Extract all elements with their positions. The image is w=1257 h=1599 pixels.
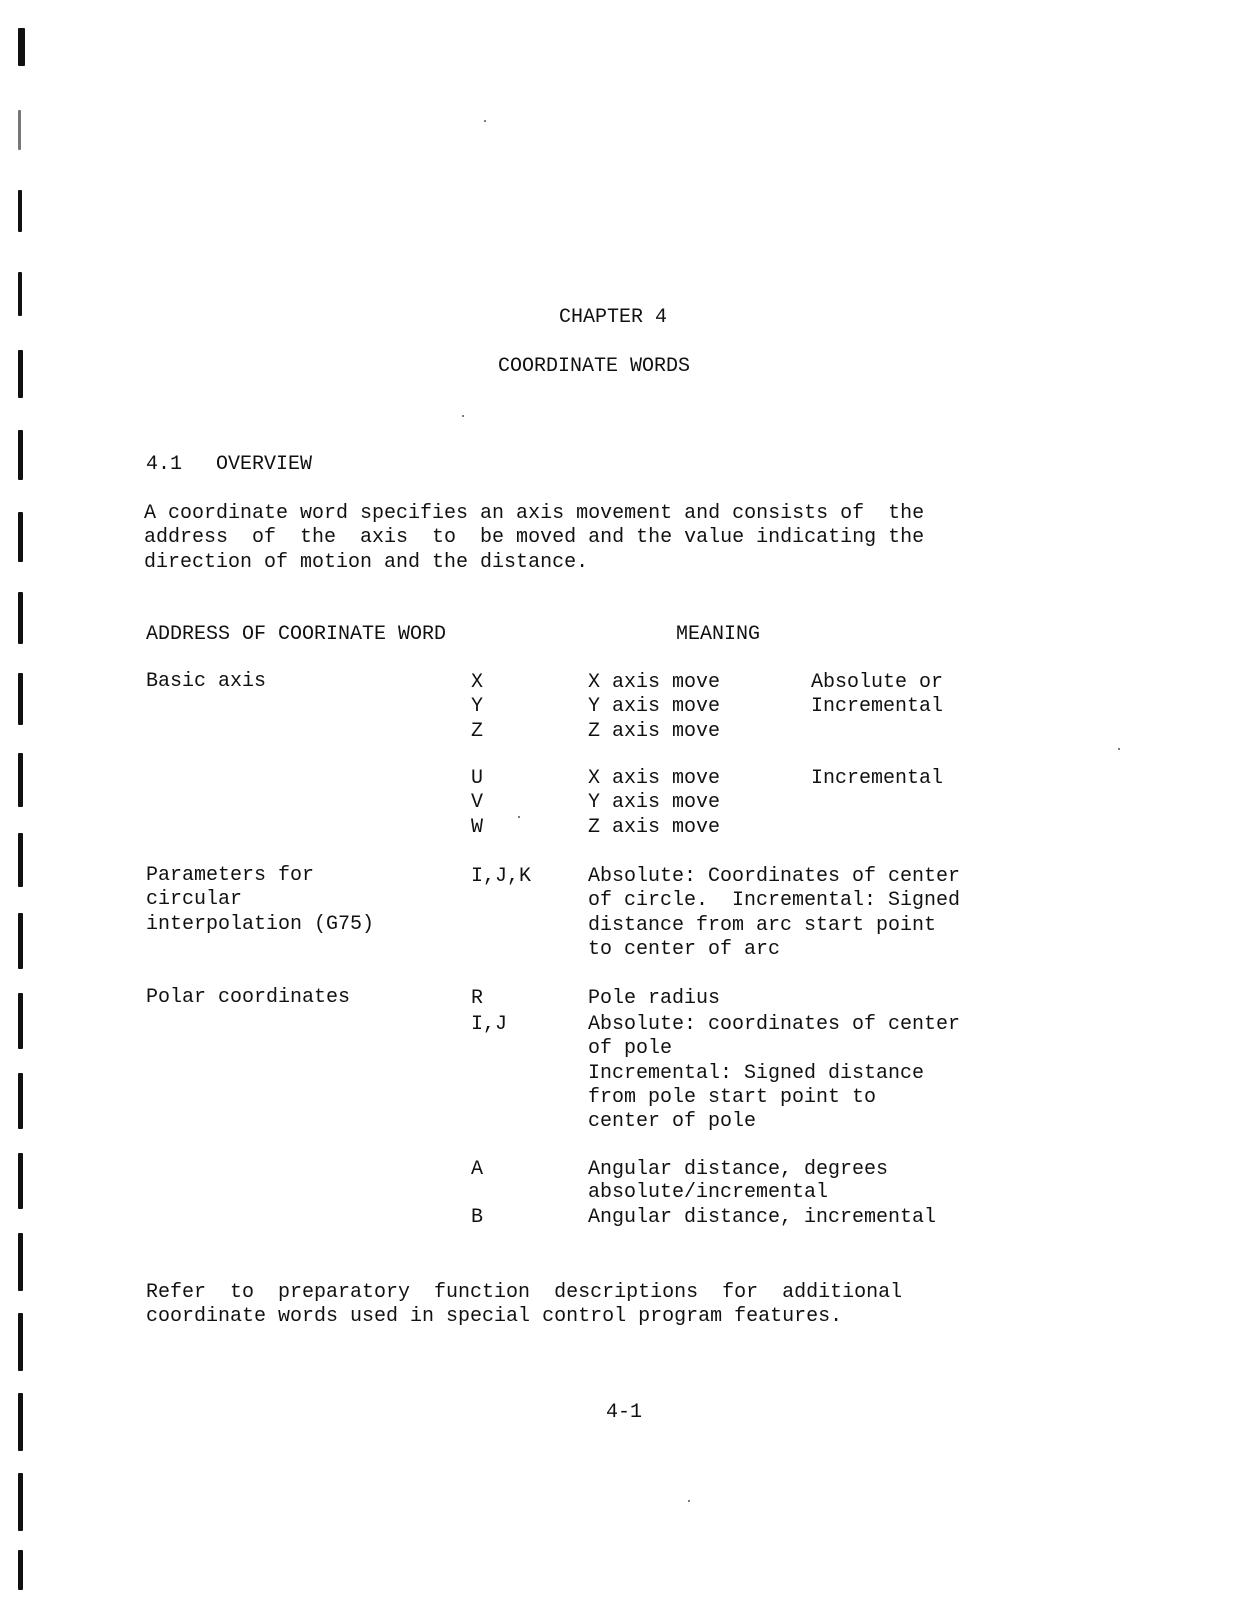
axis-move: X axis move <box>588 671 721 694</box>
polar-meaning-line: Angular distance, degrees <box>588 1158 889 1181</box>
polar-letter: B <box>471 1206 484 1229</box>
header-meaning: MEANING <box>676 623 761 646</box>
circular-meaning-line: to center of arc <box>588 938 781 961</box>
polar-meaning-line: Angular distance, incremental <box>588 1206 937 1229</box>
chapter-title: COORDINATE WORDS <box>498 355 691 378</box>
axis-move: Y axis move <box>588 791 721 814</box>
circular-label-line: circular <box>146 888 243 911</box>
circular-letter: I,J,K <box>471 865 532 888</box>
binding-mark <box>18 512 23 562</box>
binding-mark <box>18 1313 23 1371</box>
header-address: ADDRESS OF COORINATE WORD <box>146 623 447 646</box>
circular-label-line: interpolation (G75) <box>146 913 375 936</box>
polar-meaning-line: Incremental: Signed distance <box>588 1062 925 1085</box>
intro-line: direction of motion and the distance. <box>144 551 589 574</box>
axis-note: Incremental <box>811 695 944 718</box>
binding-edge <box>0 0 60 1599</box>
binding-mark <box>18 430 23 480</box>
binding-mark <box>18 913 23 969</box>
polar-meaning-line: from pole start point to <box>588 1086 877 1109</box>
polar-meaning-line: center of pole <box>588 1110 757 1133</box>
basic-axis-label: Basic axis <box>146 670 267 693</box>
axis-move: Y axis move <box>588 695 721 718</box>
scan-speck <box>1118 748 1120 750</box>
page-number: 4-1 <box>606 1401 643 1424</box>
refer-line: Refer to preparatory function descriptions for additional <box>146 1281 903 1304</box>
binding-mark <box>18 833 23 887</box>
binding-mark <box>18 592 23 644</box>
polar-meaning-line: absolute/incremental <box>588 1181 829 1204</box>
binding-mark <box>18 993 23 1049</box>
binding-mark <box>18 753 23 807</box>
binding-mark <box>18 1233 23 1291</box>
polar-meaning-line: of pole <box>588 1037 673 1060</box>
scan-speck <box>688 1500 690 1502</box>
axis-letter: Z <box>471 720 484 743</box>
binding-mark <box>18 1393 23 1451</box>
axis-letter: V <box>471 791 484 814</box>
axis-letter: X <box>471 671 484 694</box>
circular-meaning-line: Absolute: Coordinates of center <box>588 865 961 888</box>
binding-mark <box>18 673 23 725</box>
circular-meaning-line: of circle. Incremental: Signed <box>588 889 961 912</box>
chapter-label: CHAPTER 4 <box>559 306 668 329</box>
scan-speck <box>462 415 464 417</box>
refer-line: coordinate words used in special control program features. <box>146 1305 843 1328</box>
axis-letter: Y <box>471 695 484 718</box>
polar-label: Polar coordinates <box>146 986 351 1009</box>
axis-note: Absolute or <box>811 671 944 694</box>
axis-move: Z axis move <box>588 720 721 743</box>
polar-letter: R <box>471 987 484 1010</box>
section-title: OVERVIEW <box>216 453 313 476</box>
scan-speck <box>484 120 486 122</box>
scan-speck <box>518 816 520 818</box>
section-number: 4.1 <box>146 453 183 476</box>
intro-line: A coordinate word specifies an axis movement and consists of the <box>144 502 925 525</box>
axis-letter: U <box>471 767 484 790</box>
polar-meaning-line: Pole radius <box>588 987 721 1010</box>
polar-letter: I,J <box>471 1013 508 1036</box>
axis-note: Incremental <box>811 767 944 790</box>
axis-move: X axis move <box>588 767 721 790</box>
binding-mark <box>18 1473 23 1531</box>
axis-letter: W <box>471 816 484 839</box>
binding-mark <box>18 1073 23 1129</box>
polar-letter: A <box>471 1158 484 1181</box>
circular-label-line: Parameters for <box>146 864 315 887</box>
circular-meaning-line: distance from arc start point <box>588 914 937 937</box>
binding-mark <box>18 1153 23 1209</box>
binding-mark <box>18 190 22 232</box>
axis-move: Z axis move <box>588 816 721 839</box>
polar-meaning-line: Absolute: coordinates of center <box>588 1013 961 1036</box>
binding-mark <box>18 110 21 150</box>
binding-mark <box>18 350 23 398</box>
intro-line: address of the axis to be moved and the value indicating the <box>144 526 925 549</box>
binding-mark <box>18 28 25 66</box>
binding-mark <box>18 1550 23 1590</box>
binding-mark <box>18 272 22 316</box>
